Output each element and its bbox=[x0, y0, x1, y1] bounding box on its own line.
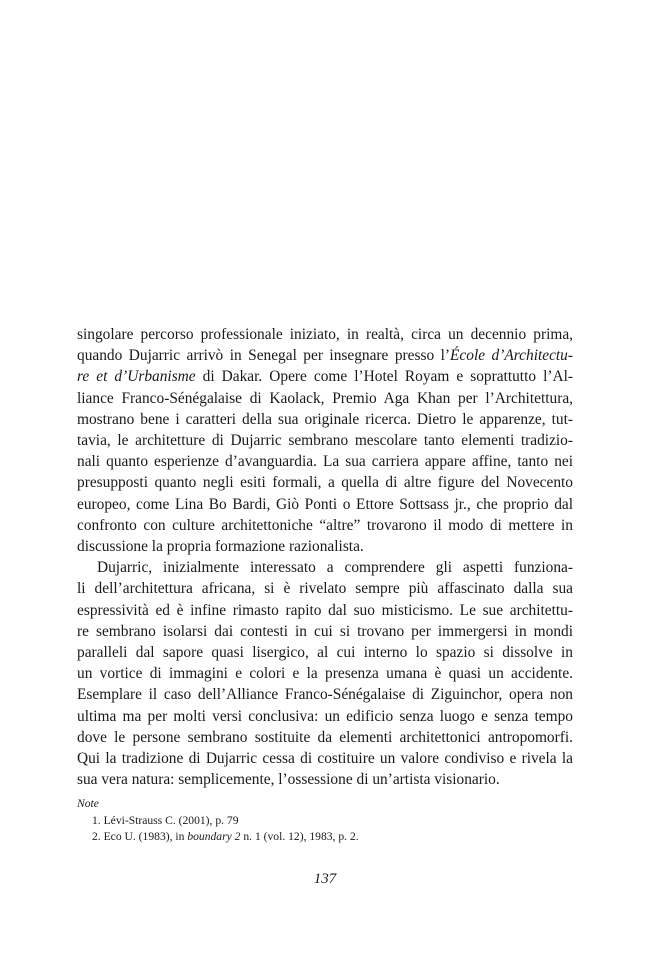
text-line: ultima ma per molti versi conclusiva: un edificio senza luogo e senza tempo bbox=[77, 707, 573, 725]
text-line: espressività ed è infine rimasto rapito dal suo misticismo. Le sue architettu- bbox=[77, 601, 573, 619]
notes-list bbox=[77, 813, 573, 846]
text-line: re et d’Urbanisme di Dakar. Opere come l’Hotel Royam e soprattutto l’Al- bbox=[77, 368, 573, 386]
note-item: 1. Lévi-Strauss C. (2001), p. 79 bbox=[92, 813, 239, 827]
text-line: singolare percorso professionale iniziato, in realtà, circa un decennio prima, bbox=[77, 326, 573, 343]
italic-title: École d’Architectu- bbox=[450, 347, 573, 365]
text-line: quando Dujarric arrivò in Senegal per insegnare presso l’École d’Architectu- bbox=[77, 347, 573, 365]
text-line: un vortice di immagini e colori e la presenza umana è quasi un accidente. bbox=[77, 665, 573, 683]
text-line: discussione la propria formazione razionalista. bbox=[77, 538, 364, 556]
text-line: tavia, le architetture di Dujarric sembrano mescolare tanto elementi tradizio- bbox=[77, 432, 573, 450]
footnotes bbox=[77, 796, 573, 846]
main-text bbox=[77, 324, 573, 790]
italic-title: re et d’Urbanisme bbox=[77, 368, 196, 386]
text-line: Qui la tradizione di Dujarric cessa di costituire un valore condiviso e rivela la bbox=[77, 750, 573, 768]
text-line: mostrano bene i caratteri della sua originale ricerca. Dietro le apparenze, tut- bbox=[77, 410, 573, 428]
note-item: 2. Eco U. (1983), in boundary 2 n. 1 (vol. 12), 1983, p. 2. bbox=[92, 830, 359, 843]
text-line: dove le persone sembrano sostituite da elementi architettonici antropomorfi. bbox=[77, 728, 573, 746]
text-line: paralleli dal sapore quasi lisergico, al cui interno lo spazio si dissolve in bbox=[77, 644, 573, 662]
notes-title: Note bbox=[77, 797, 99, 810]
text-line: europeo, come Lina Bo Bardi, Giò Ponti o Ettore Sottsass jr., che proprio dal bbox=[77, 495, 573, 513]
text-line: confronto con culture architettoniche “altre” trovarono il modo di mettere in bbox=[77, 516, 573, 534]
italic-title: boundary 2 bbox=[187, 830, 241, 843]
text-line: li dell’architettura africana, si è rivelato sempre più affascinato dalla sua bbox=[77, 580, 573, 598]
text-line: Esemplare il caso dell’Alliance Franco-Sénégalaise di Ziguinchor, opera non bbox=[77, 686, 573, 704]
text-line: nali quanto esperienze d’avanguardia. La sua carriera appare affine, tanto nei bbox=[77, 453, 573, 471]
text-line: re sembrano isolarsi dai contesti in cui si trovano per immergersi in mondi bbox=[77, 622, 573, 640]
paragraph bbox=[77, 557, 573, 790]
text-line: Dujarric, inizialmente interessato a comprendere gli aspetti funziona- bbox=[97, 559, 573, 577]
page-number: 137 bbox=[313, 871, 337, 887]
text-line: sua vera natura: semplicemente, l’ossessione di un’artista visionario. bbox=[77, 771, 500, 789]
text-line: liance Franco-Sénégalaise di Kaolack, Premio Aga Khan per l’Architettura, bbox=[77, 389, 573, 407]
paragraph bbox=[77, 324, 573, 557]
text-line: presupposti quanto negli esiti formali, a quella di altre figure del Novecento bbox=[77, 474, 573, 492]
